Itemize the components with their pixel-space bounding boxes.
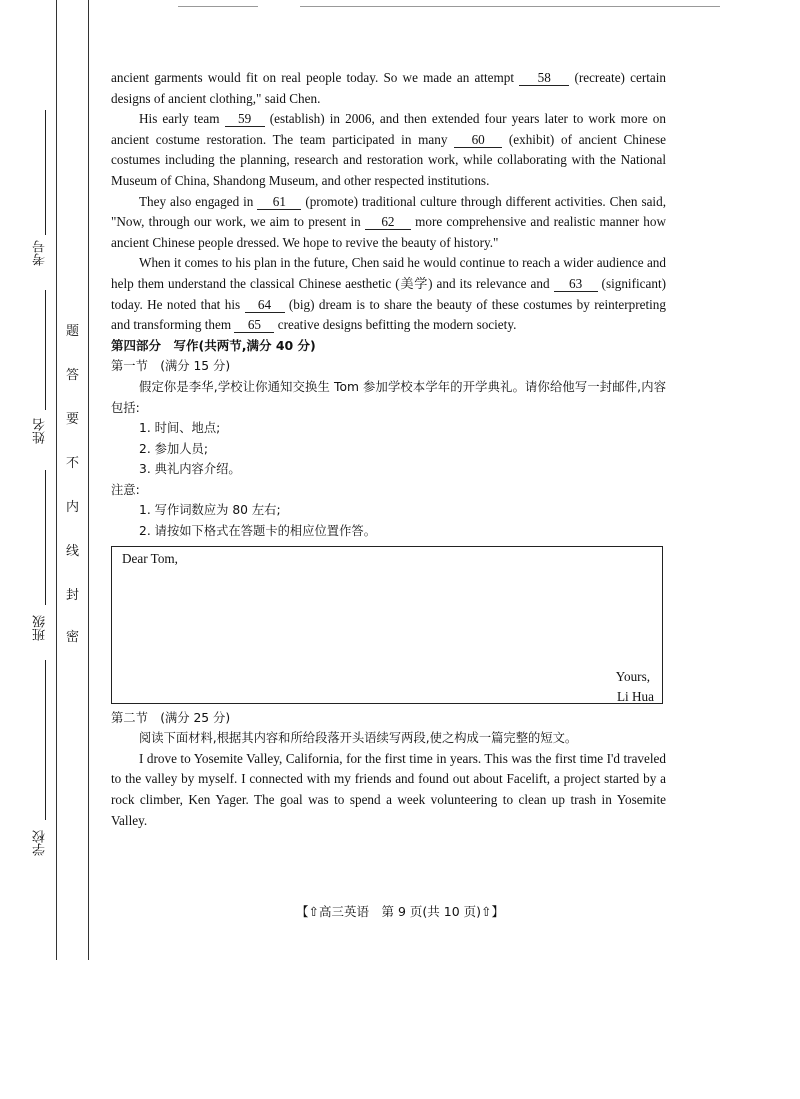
part-title: 第四部分 写作(共两节,满分 40 分) <box>111 337 316 353</box>
text: (exhibit) of ancient Chinese costumes including the planning, research and restoration work, while collaborating with the National Museum of China, Shandong Museum, and other respected institutions. <box>111 131 666 188</box>
text: creative designs befitting the modern society. <box>274 317 517 333</box>
seal-char: 题 <box>66 324 80 339</box>
exam-no-line <box>45 110 46 235</box>
paragraph-3 <box>111 192 666 254</box>
seal-char: 要 <box>66 412 80 427</box>
note-title: 注意: <box>111 482 140 497</box>
blank-61: 61 <box>257 194 301 210</box>
blank-65: 65 <box>234 317 274 333</box>
seal-char: 封 <box>66 588 80 603</box>
section2-title: 第二节 (满分 25 分) <box>111 710 231 725</box>
letter-format-box <box>111 546 663 704</box>
text: (establish) in 2006, and then extended four years later to work more on ancient costume restoration. The team participated in many <box>111 111 666 147</box>
paragraph-2 <box>111 109 666 191</box>
task2-text: 阅读下面材料,根据其内容和所给段落开头语续写两段,使之构成一篇完整的短文。 <box>139 731 578 746</box>
text: His early team <box>139 111 225 127</box>
margin-line-outer <box>56 0 57 960</box>
exam-no-label: 考号 <box>32 240 47 266</box>
text: (big) dream is to share the beauty of these costumes by reinterpreting and transforming them <box>111 296 666 333</box>
text: When it comes to his plan in the future, Chen said he would continue to reach a wider audience and help them understand the classical Chinese aesthetic (美学) and its relevance and <box>111 255 666 291</box>
text: (recreate) certain designs of ancient clothing," said Chen. <box>111 70 666 106</box>
paragraph-1 <box>111 68 666 109</box>
margin-line-inner <box>88 0 89 960</box>
top-rule-right <box>300 6 720 7</box>
story-text: I drove to Yosemite Valley, California, for the first time in years. This was the first time I'd traveled to the valley by myself. I connected with my friends and found out about Facelift, a project started by a rock climber, Ken Yager. The goal was to spend a week volunteering to clean up trash in Yosemite Valley. <box>111 750 666 828</box>
name-line <box>45 290 46 410</box>
class-line <box>45 470 46 605</box>
note-item: 2. 请按如下格式在答题卡的相应位置作答。 <box>139 524 376 539</box>
letter-signature: Li Hua <box>617 688 654 704</box>
section1-title: 第一节 (满分 15 分) <box>111 359 231 374</box>
seal-char: 答 <box>66 368 80 383</box>
page-footer: 【⇧高三英语 第 9 页(共 10 页)⇧】 <box>296 904 504 919</box>
text: more comprehensive and realistic manner how ancient Chinese people dressed. We hope to revive the beauty of history." <box>111 214 666 250</box>
school-label: 学校 <box>32 830 47 856</box>
paragraph-4 <box>111 253 666 335</box>
note-item: 1. 写作词数应为 80 左右; <box>139 503 281 518</box>
seal-char: 内 <box>66 500 80 515</box>
task-item: 2. 参加人员; <box>139 441 208 456</box>
seal-char: 不 <box>66 456 80 471</box>
text: (significant) today. He noted that his <box>111 275 667 312</box>
class-label: 班级 <box>32 615 47 641</box>
blank-58: 58 <box>519 70 569 86</box>
seal-char: 密 <box>66 630 80 645</box>
task-text: 假定你是李华,学校让你通知交换生 Tom 参加学校本学年的开学典礼。请你给他写一封邮件,内容包括: <box>111 379 666 415</box>
text: (promote) traditional culture through different activities. Chen said, "Now, through our work, we aim to present in <box>111 193 666 230</box>
letter-closing: Yours, <box>615 668 650 684</box>
text: ancient garments would fit on real people today. So we made an attempt <box>111 70 520 85</box>
blank-63: 63 <box>554 276 598 292</box>
letter-greeting: Dear Tom, <box>122 550 178 566</box>
blank-60: 60 <box>454 132 502 148</box>
name-label: 姓名 <box>32 418 47 444</box>
task-item: 3. 典礼内容介绍。 <box>139 462 241 477</box>
blank-62: 62 <box>365 214 411 230</box>
page-content <box>111 68 666 831</box>
seal-char: 线 <box>66 544 80 559</box>
task-item: 1. 时间、地点; <box>139 421 221 436</box>
blank-64: 64 <box>245 297 285 313</box>
blank-59: 59 <box>225 111 265 127</box>
top-rule-left <box>178 6 258 7</box>
text: They also engaged in <box>139 193 258 209</box>
school-line <box>45 660 46 820</box>
